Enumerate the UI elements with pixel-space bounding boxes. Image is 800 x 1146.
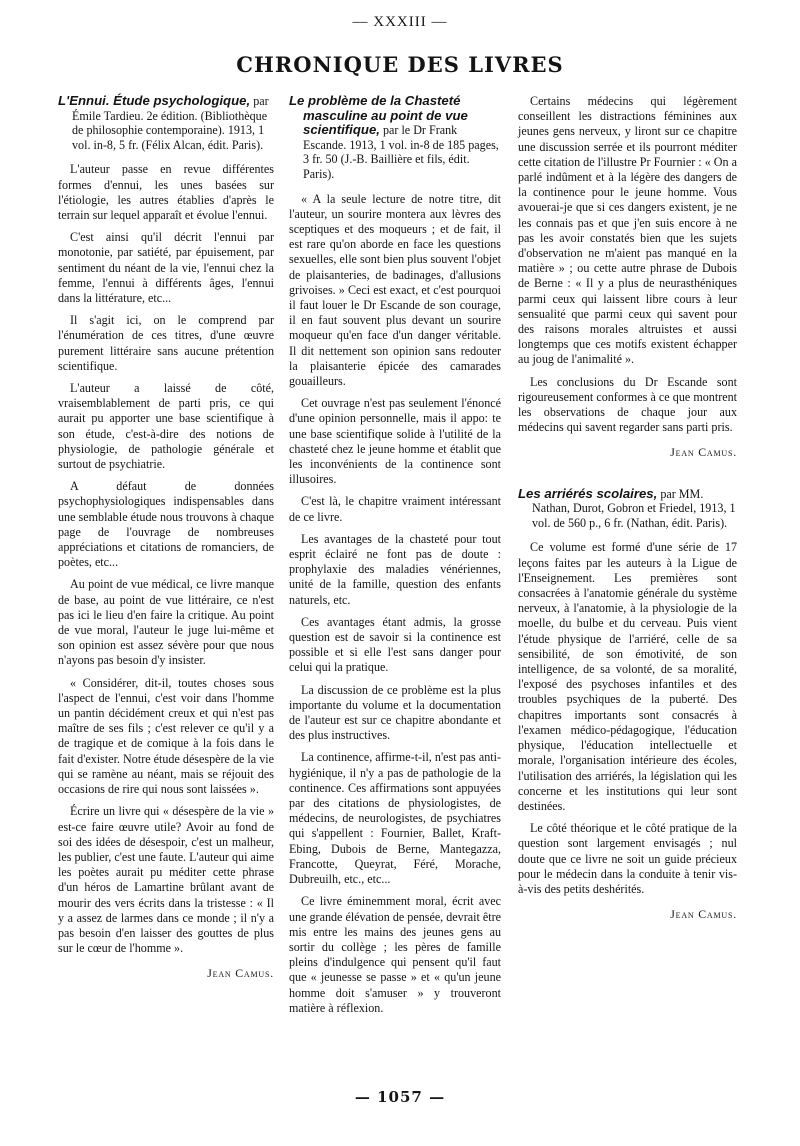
- review-ennui-byline: par Émile Tardieu. 2e édition. (Bibliothèque de philosophie contemporaine). 1913, 1 vol. in-8, 5 fr. (Félix Alcan, édit. Paris).: [72, 94, 269, 152]
- review-chastete-paragraph: C'est là, le chapitre vraiment intéressant de ce livre.: [289, 494, 501, 524]
- review-ennui-heading: [58, 94, 274, 152]
- review-chastete-paragraph: Les conclusions du Dr Escande sont rigoureusement conformes à ce que montrent les observations de chaque jour aux médecins qui savent regarder sans parti pris.: [518, 374, 737, 435]
- review-ennui-paragraph: Au point de vue médical, ce livre manque de base, au point de vue littéraire, ce n'est pas ici le lieu d'en faire la critique. Au point de vue moral, l'auteur le juge lui-même et son opinion est assez sévère pour que nous n'ayons pas besoin d'y insister.: [58, 577, 274, 668]
- review-chastete-paragraph: Ces avantages étant admis, la grosse question est de savoir si la continence est possible et si elle l'est sans danger pour celui qui la pratique.: [289, 614, 501, 675]
- review-chastete-paragraph: La discussion de ce problème est la plus importante du volume et la documentation de l'auteur est sur ce chapitre abondante et des plus instructives.: [289, 682, 501, 743]
- review-ennui-paragraph: « Considérer, dit-il, toutes choses sous l'aspect de l'ennui, c'est voir dans l'homme un pantin décidément creux et qui n'est pas maître de ses fils ; c'est relever ce qu'il y a de tragique et de comique à la fois dans le fait d'exister. Notre étude désespère de la vie qui se ramène au néant, mais se réjouit des occasions de rire qui nous sont laissées ».: [58, 675, 274, 797]
- review-chastete-paragraph: Les avantages de la chasteté pour tout esprit éclairé ne font pas de doute : prophylaxie des maladies vénériennes, unité de la famille, question des enfants naturels, etc.: [289, 531, 501, 607]
- review-arrieres-title: Les arriérés scolaires,: [518, 485, 658, 501]
- review-arrieres-heading: [518, 487, 737, 531]
- review-chastete-paragraph: « A la seule lecture de notre titre, dit l'auteur, un sourire montera aux lèvres des sceptiques et des moqueurs ; et de fait, il est rare qu'on aborde en face les questions sexuelles, elle sont bien plus souvent l'objet de plaisanteries, de badinages, d'allusions grivoises. » Ceci est exact, et c'est pourquoi il faut louer le Dr Escande de son courage, il en faut souvent plus devant un sourire moqueur qu'en face d'un danger véritable. Il dit nettement son opinion sans redouter la plaisanterie épicée des camarades gouailleurs.: [289, 191, 501, 388]
- roman-page-number: — XXXIII —: [352, 14, 448, 30]
- review-chastete-paragraph: Certains médecins qui légèrement conseillent les distractions féminines aux jeunes gens nerveux, y liront sur ce chapitre une discussion serrée et ils pourront méditer cette citation de l'illustre Pr Fournier : « On a parlé indûment et à la légère des dangers de la continence pour le jeune homme. Vous avouerai-je que si ces dangers existent, je ne les connais pas et que j'en suis encore à ne pas les avoir constatés bien que les sujets d'observation ne m'aient pas manqué en la matière » ; ou cette autre phrase de Dubois de Berne : « Il y a plus de neurasthéniques parmi ceux qui laissent libre cours à leur sensualité que parmi ceux qui savent pour des raisons morales altruistes et aussi longtemps que ces motifs existent échapper au joug de l'animalité ».: [518, 94, 737, 367]
- review-ennui-paragraph: Écrire un livre qui « désespère de la vie » est-ce faire œuvre utile? Avoir au fond de soi des idées de désespoir, c'est un malheur, les publier, c'est une faute. L'auteur qui aime les poètes aurait pu méditer cette phrase d'un héros de Lamartine brûlant avant de mourir des vers écrits dans la tristesse : « Il y a assez de larmes dans ce monde ; il n'y a pas besoin d'en laisser des gouttes de plus sur le cœur de l'homme ».: [58, 804, 274, 956]
- review-ennui-paragraph: A défaut de données psychophysiologiques indispensables dans une semblable étude nous trouvons à chaque page de l'ouvrage de nombreuses appréciations et citations de romanciers, de poètes, etc...: [58, 479, 274, 570]
- review-separator: [518, 461, 737, 487]
- review-ennui-title: L'Ennui. Étude psychologique,: [58, 93, 251, 108]
- review-chastete-paragraph: Ce livre éminemment moral, écrit avec une grande élévation de pensée, devrait être mis entre les mains des jeunes gens au sortir du collège ; les pères de famille pleins d'indulgence qui pensent qu'il faut que « jeunesse se passe » et « qu'un jeune homme doit s'amuser » y trouveront matière à réflexion.: [289, 894, 501, 1015]
- review-arrieres-paragraph: Le côté théorique et le côté pratique de la question sont largement envisagés ; nul doute que ce livre ne soit un guide précieux pour le médecin dans la conduite à tenir vis-à-vis des petits deshérités.: [518, 821, 737, 896]
- review-arrieres-paragraph: Ce volume est formé d'une série de 17 leçons faites par les auteurs à la Ligue de l'Enseignement. Les premières sont consacrées à l'anatomie générale du système nerveux, à l'anatomie, à la physiologie de la moelle, du bulbe et du cerveau. Puis vient l'étude physique de l'arriéré, celle de sa sensibilité, de son émotivité, de son intelligence, de sa volonté, de sa moralité, l'exposé des psychoses infantiles et des troubles psychiques de la puberté. Des chapitres importants sont consacrés à l'examen médico-pédagogique, l'éducation physique, l'éducation intellectuelle et morale, l'organisation intérieure des écoles, l'utilisation des arriérés, la législation qui les concerne et les institutions qui leur sont destinées.: [518, 540, 737, 813]
- review-ennui-paragraph: L'auteur passe en revue différentes formes d'ennui, les unes basées sur l'étiologie, les autres établies d'après le terrain sur lequel apparaît et évolue l'ennui.: [58, 162, 274, 222]
- review-chastete-paragraph: Cet ouvrage n'est pas seulement l'énoncé d'une opinion personnelle, mais il appo: te une base scientifique solide à l'utilité de la chasteté chez le jeune homme et établit que les inconvénients de la continence sont illusoires.: [289, 396, 501, 487]
- review-chastete-title: Le problème de la Chasteté masculine au point de vue scientifique,: [289, 93, 468, 138]
- column-1: [58, 94, 274, 982]
- review-chastete-paragraph: La continence, affirme-t-il, n'est pas anti-hygiénique, il n'y a pas de pathologie de la continence. Ces affirmations sont appuyées par des citations de physiologistes, de médecins, de neurologistes, de psychiatres qui s'appellent : Fournier, Ballet, Kraft-Ebing, Dubois de Berne, Mantegazza, Francotte, Queyrat, Féré, Morache, Dubreuilh, etc., etc...: [289, 750, 501, 887]
- review-arrieres-byline: par MM. Nathan, Durot, Gobron et Friedel, 1913, 1 vol. de 560 p., 6 fr. (Nathan, édit. Paris).: [532, 486, 736, 530]
- review-ennui-paragraph: Il s'agit ici, on le comprend par l'énumération de ces titres, d'une œuvre purement littéraire sans aucune prétention scientifique.: [58, 313, 274, 373]
- review-ennui-paragraph: L'auteur a laissé de côté, vraisemblablement de parti pris, ce qui aurait pu apporter une base scientifique à son étude, c'est-à-dire des notions de physiologie, de pathologie générale et surtout de psychiatrie.: [58, 381, 274, 472]
- review-ennui-paragraph: C'est ainsi qu'il décrit l'ennui par monotonie, par satiété, par épuisement, par sentiment du néant de la vie, l'ennui chez la femme, l'ennui à différents âges, l'ennui dans la littérature, etc...: [58, 230, 274, 305]
- review-arrieres-signature: Jean Camus.: [670, 907, 737, 922]
- review-chastete-byline: par le Dr Frank Escande. 1913, 1 vol. in-8 de 185 pages, 3 fr. 50 (J.-B. Baillière et fils, édit. Paris).: [303, 123, 499, 181]
- review-chastete-heading: [289, 94, 501, 182]
- review-chastete-signature: Jean Camus.: [670, 445, 737, 460]
- page-number: — 1057 —: [354, 1088, 446, 1106]
- column-2: [289, 94, 501, 1023]
- section-title: CHRONIQUE DES LIVRES: [236, 52, 564, 77]
- review-ennui-signature: Jean Camus.: [207, 966, 274, 981]
- column-3: [518, 94, 737, 922]
